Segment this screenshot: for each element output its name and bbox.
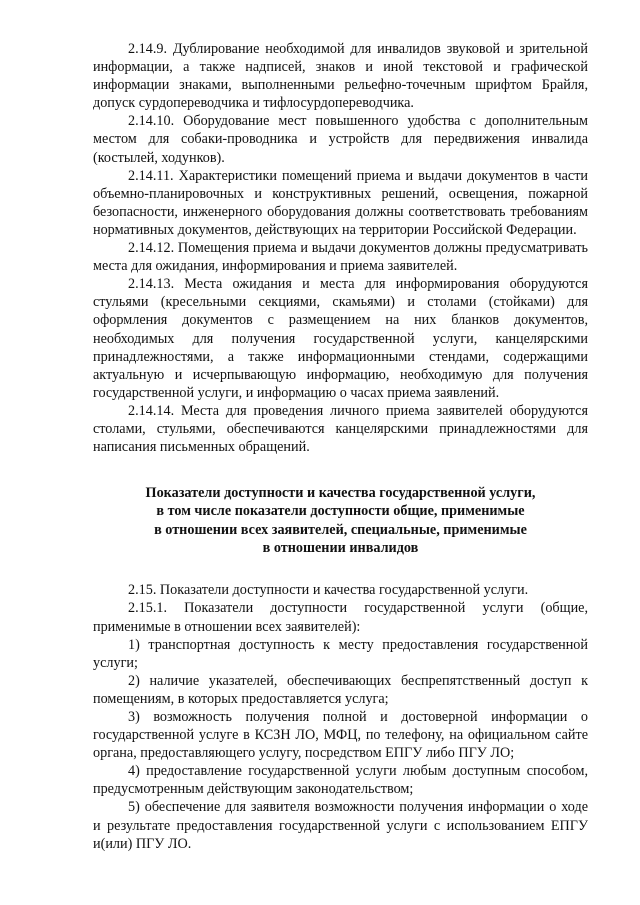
heading-line: в отношении инвалидов (262, 540, 419, 557)
paragraph-2-15: 2.15. Показатели доступности и качества государственной услуги. (128, 582, 529, 599)
list-item-3: 3) возможность получения полной и достоверной информации о государственной услуге в КСЗН ЛО, МФЦ, по телефону, на официальном сайте органа, предоставляющего услугу, посредством ЕПГУ либо ПГУ ЛО; (93, 709, 588, 762)
list-item-2: 2) наличие указателей, обеспечивающих беспрепятственный доступ к помещениям, в которых предоставляется услуга; (93, 672, 588, 707)
heading-line: в том числе показатели доступности общие, применимые (156, 503, 525, 520)
heading-line: в отношении всех заявителей, специальные, применимые (154, 521, 527, 538)
list-item-1: 1) транспортная доступность к месту предоставления государственной услуги; (93, 636, 588, 671)
paragraph-2-14-14: 2.14.14. Места для проведения личного приема заявителей оборудуются столами, стульями, обеспечиваются канцелярскими принадлежностями для написания письменных обращений. (93, 402, 588, 456)
paragraph-2-14-9: 2.14.9. Дублирование необходимой для инвалидов звуковой и зрительной информации, а также надписей, знаков и иной текстовой и графической информации знаками, выполненными рельефно-точечным шрифтом Брайля, допуск сурдопереводчика и тифлосурдопереводчика. (93, 41, 588, 112)
paragraph-2-14-11: 2.14.11. Характеристики помещений приема и выдачи документов в части объемно-планировочных и конструктивных решений, освещения, пожарной безопасности, инженерного оборудования должны соответствовать требованиям нормативных документов, действующих на территории Российской Федерации. (93, 167, 588, 238)
section-heading (93, 484, 588, 557)
heading-line: Показатели доступности и качества государственной услуги, (145, 485, 536, 502)
paragraph-2-14-12: 2.14.12. Помещения приема и выдачи документов должны предусматривать места для ожидания, информирования и приема заявителей. (93, 240, 588, 275)
paragraph-2-14-10: 2.14.10. Оборудование мест повышенного удобства с дополнительным местом для собаки-проводника и устройств для передвижения инвалида (костылей, ходунков). (93, 113, 588, 166)
paragraph-2-15-1: 2.15.1. Показатели доступности государственной услуги (общие, применимые в отношении всех заявителей): (93, 600, 588, 635)
paragraph-2-14-13: 2.14.13. Места ожидания и места для информирования оборудуются стульями (кресельными секциями, скамьями) и столами (стойками) для оформления документов с размещением на них бланков документов, необходимых для получения государственной услуги, канцелярскими принадлежностями, а также информационными стендами, содержащими актуальную и исчерпывающую информацию, необходимую для получения государственной услуги, и информацию о часах приема заявлений. (93, 276, 588, 401)
list-item-4: 4) предоставление государственной услуги любым доступным способом, предусмотренным действующим законодательством; (93, 763, 588, 798)
list-item-5: 5) обеспечение для заявителя возможности получения информации о ходе и результате предоставления государственной услуги с использованием ЕПГУ и(или) ПГУ ЛО. (93, 799, 588, 852)
document-page (93, 40, 588, 853)
